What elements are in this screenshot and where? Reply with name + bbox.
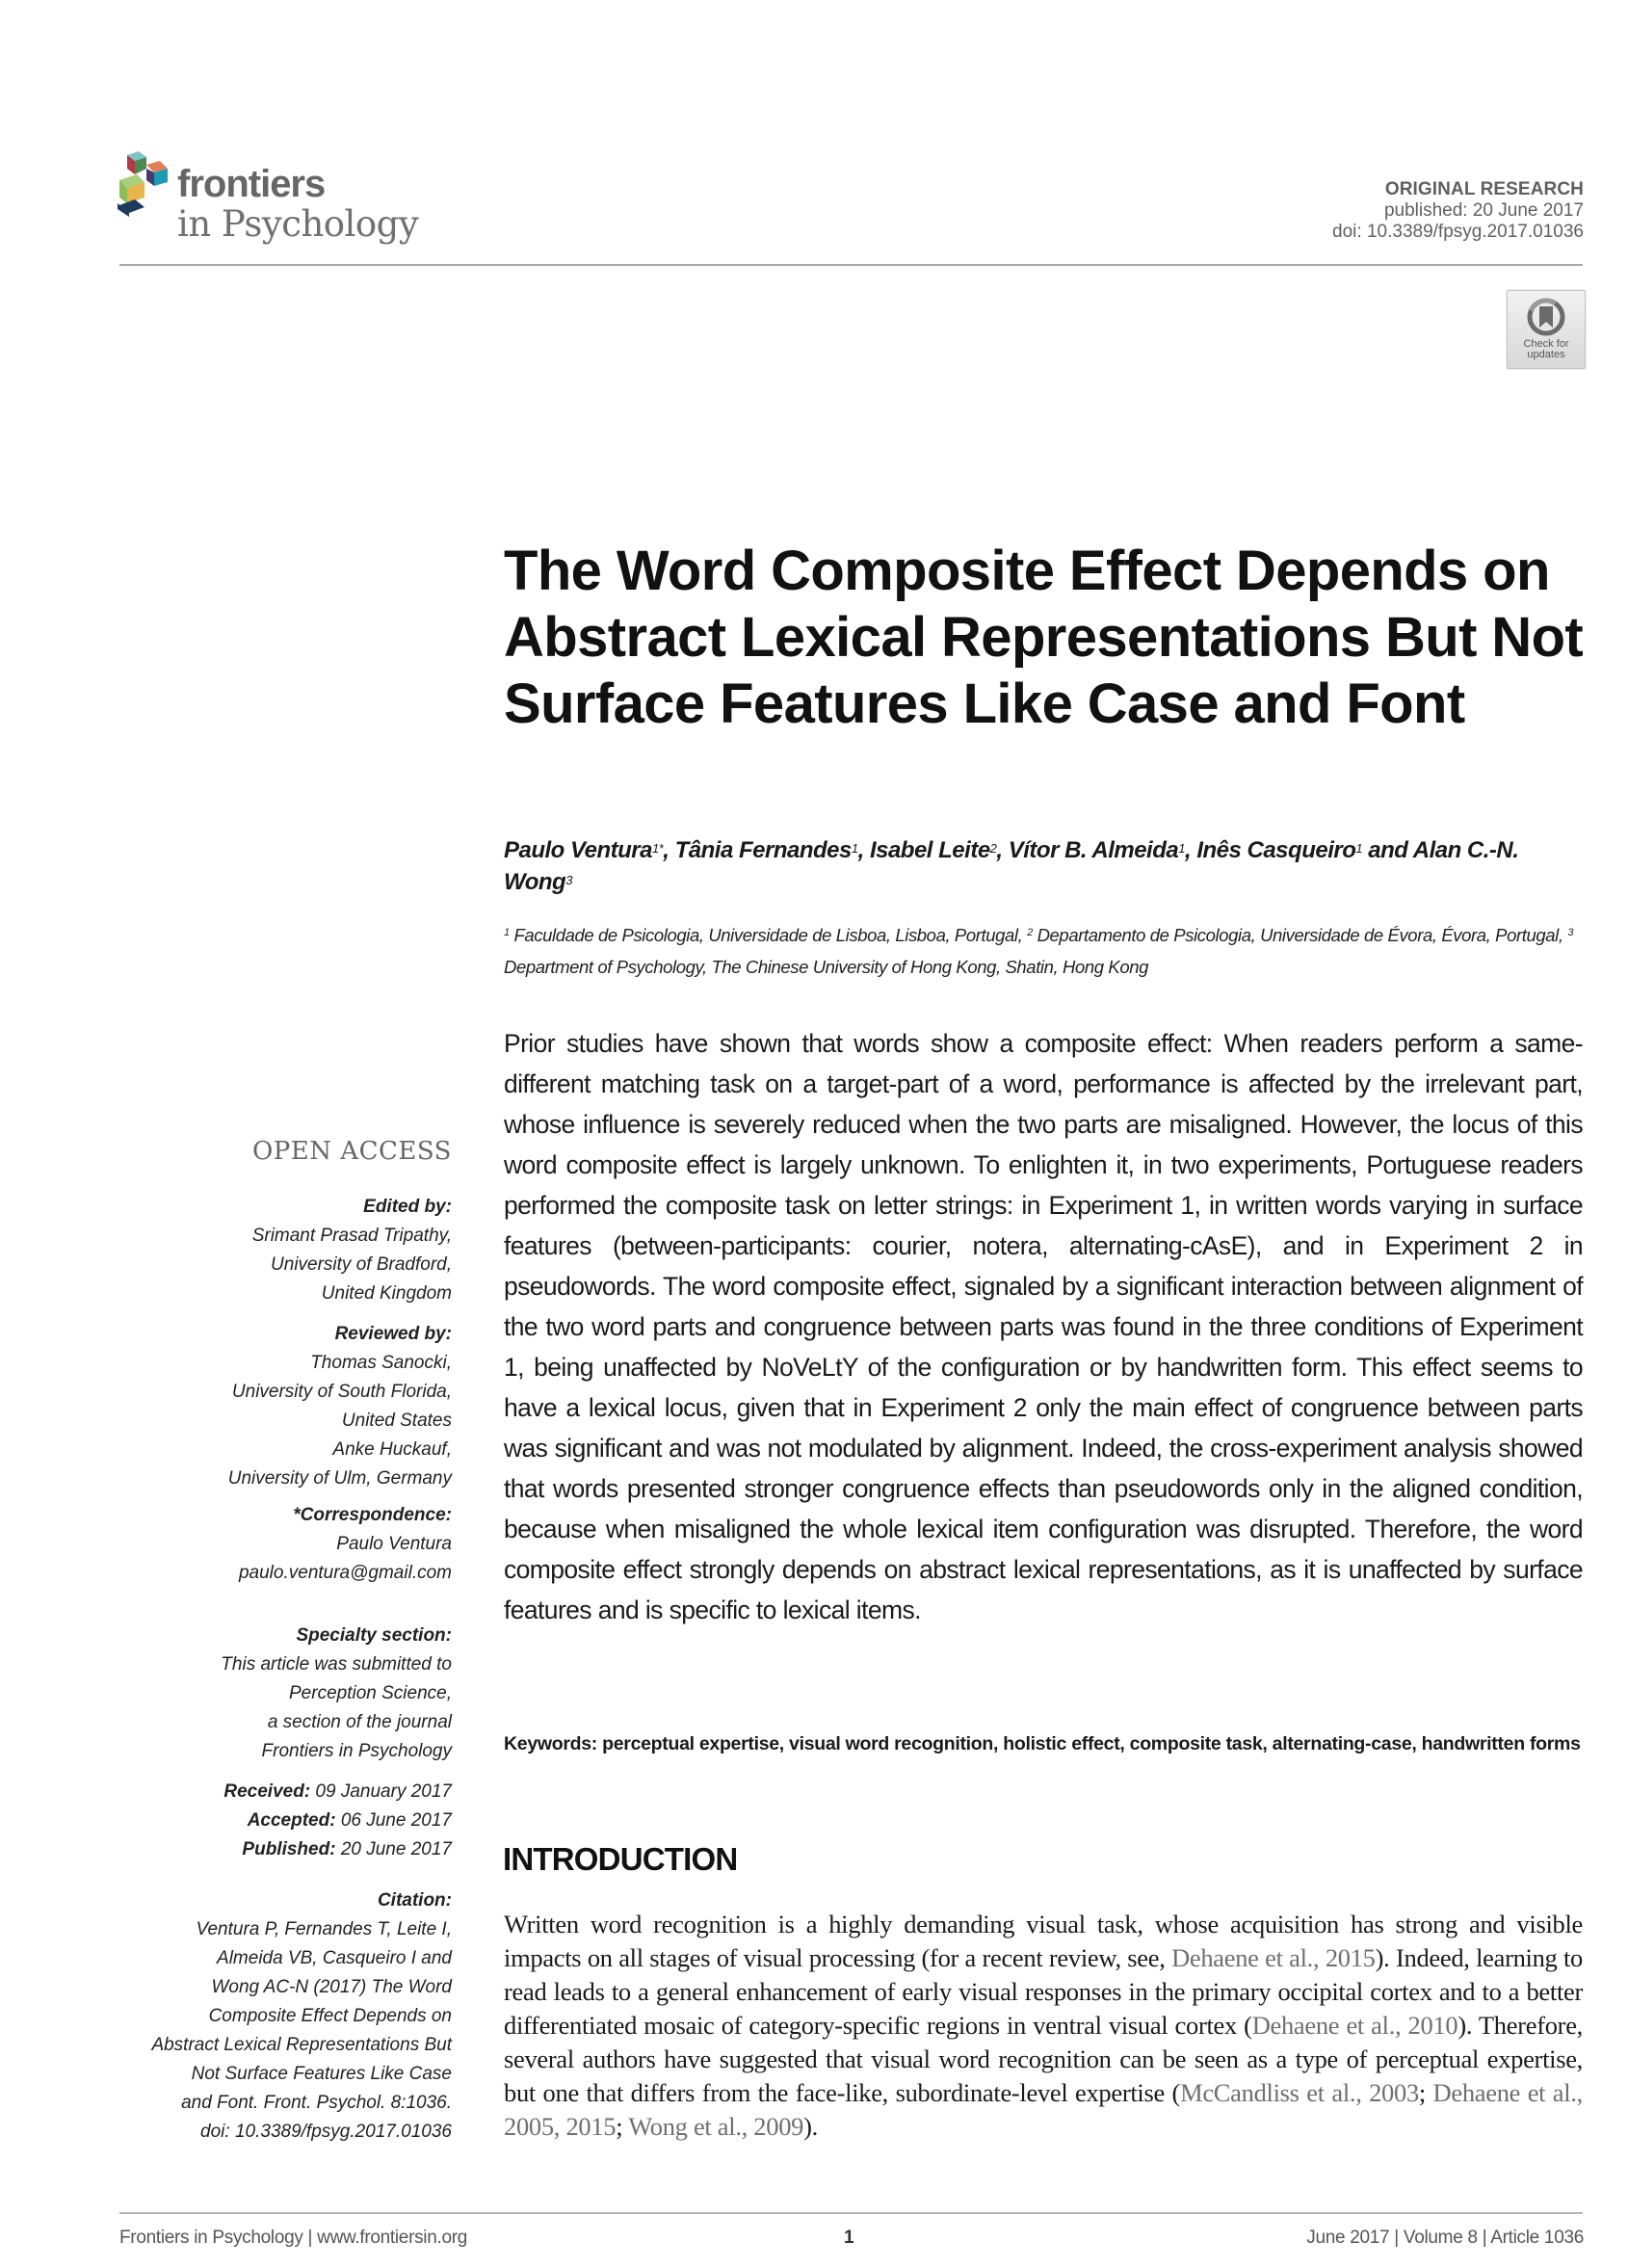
introduction-paragraph [504,1908,1583,2144]
published-value: 20 June 2017 [335,1839,452,1859]
header-doi[interactable]: doi: 10.3389/fpsyg.2017.01036 [1332,222,1584,242]
author-name: Alan C.-N. Wong [504,837,1519,895]
citation-line: Almeida VB, Casqueiro I and [217,1948,452,1968]
reviewed-by-block [228,1320,452,1493]
correspondence-name: Paulo Ventura [336,1534,452,1554]
citation-doi[interactable]: doi: 10.3389/fpsyg.2017.01036 [200,2122,452,2142]
author-affiliation-marker: 1 [1355,841,1363,856]
accepted-value: 06 June 2017 [335,1810,452,1831]
specialty-section-label: Specialty section: [296,1625,452,1646]
author-affiliation-marker: 3 [565,873,572,887]
check-for-updates-button[interactable] [1507,290,1586,369]
citation-link[interactable]: Dehaene et al., 2005, 2015 [504,2078,1583,2141]
intro-text: ). Therefore, several authors have suggested that visual word recognition can be seen as a type of perceptual expertise, but one that differs from the face-like, subordinate-level expertise ( [504,2011,1583,2107]
author-affiliation-marker: 1 [1178,841,1185,856]
citation-line: and Font. Front. Psychol. 8:1036. [181,2093,452,2113]
specialty-section-block [221,1622,452,1766]
section-heading-introduction: INTRODUCTION [503,1841,738,1877]
author-list: Paulo Ventura$^{1*}$, Tânia Fernandes$^1$, Isabel Leite$^2$, Vítor B. Almeida$^1$, Inês Casqueiro$^1$ and Alan C.-N. Wong$^3$ [504,837,1519,895]
reviewer-2-affiliation: University of Ulm, Germany [227,1468,452,1489]
author-affiliation-marker: 1* [651,841,664,856]
citation-link[interactable]: McCandliss et al., 2003 [1180,2078,1419,2107]
page-number: 1 [844,2228,854,2248]
keywords-list: perceptual expertise, visual word recognition, holistic effect, composite task, alternating-case, handwritten forms [602,1733,1581,1754]
editor-name: Srimant Prasad Tripathy, [251,1226,452,1246]
author-name: Vítor B. Almeida [1008,837,1179,863]
reviewer-1-affiliation: University of South Florida, [231,1382,452,1402]
footer-journal-link[interactable]: Frontiers in Psychology | www.frontiersin.org [119,2228,468,2248]
editor-country: United Kingdom [321,1283,452,1304]
affiliation-text: Faculdade de Psicologia, Universidade de Lisboa, Lisboa, Portugal, [509,925,1028,945]
specialty-line: This article was submitted to [221,1654,452,1675]
check-updates-line1: Check for [1523,338,1569,350]
affiliation-number: 1 [504,927,510,938]
reviewer-1-name: Thomas Sanocki, [310,1353,452,1373]
citation-line: Ventura P, Fernandes T, Leite I, [196,1919,452,1939]
received-label: Received: [223,1781,311,1802]
correspondence-label: *Correspondence: [293,1505,452,1525]
correspondence-email[interactable]: paulo.ventura@gmail.com [238,1563,452,1583]
citation-link[interactable]: Dehaene et al., 2010 [1251,2011,1458,2040]
author-name: Paulo Ventura [504,837,652,863]
published-date-sidebar [223,1835,452,1864]
intro-text: ). Indeed, learning to read leads to a general enhancement of early visual responses in the primary occipital cortex and to a better differentiated mosaic of category-specific regions in ventral visual cortex ( [504,1943,1584,2040]
specialty-line: a section of the journal [267,1712,452,1732]
intro-text: ; [616,2112,629,2141]
citation-line: Not Surface Features Like Case [191,2064,452,2084]
article-type: ORIGINAL RESEARCH [1384,179,1584,199]
article-title: The Word Composite Effect Depends on Abstract Lexical Representations But Not Surface Features Like Case and Font [504,540,1584,735]
logo-journal-name: in Psychology [177,203,419,245]
accepted-date [223,1806,452,1835]
correspondence-block [239,1501,452,1588]
bookmark-ring-icon [1526,297,1566,337]
affiliation-number: 3 [1567,927,1574,938]
specialty-line: Perception Science, [289,1683,452,1703]
accepted-label: Accepted: [247,1810,336,1831]
logo-frontiers-text: frontiers [177,163,326,205]
author-affiliation-marker: 2 [989,841,997,856]
dates-block [223,1778,452,1864]
affiliation-text: Departamento de Psicologia, Universidade de Évora, Évora, Portugal, [1032,925,1568,945]
affiliation-text: Department of Psychology, The Chinese University of Hong Kong, Shatin, Hong Kong [504,957,1148,977]
journal-logo[interactable] [118,151,445,257]
citation-link[interactable]: Dehaene et al., 2015 [1171,1943,1376,1972]
author-affiliation-marker: 1 [851,841,858,856]
edited-by-block [252,1193,452,1308]
received-date [223,1778,452,1806]
citation-line: Abstract Lexical Representations But [151,2035,452,2055]
abstract: Prior studies have shown that words show a composite effect: When readers perform a same-different matching task on a target-part of a word, performance is affected by the irrelevant part, whose influence is severely reduced when the two parts are misaligned. However, the locus of this word composite effect is largely unknown. To enlighten it, in two experiments, Portuguese readers performed the composite task on letter strings: in Experiment 1, in written words varying in surface features (between-participants: courier, notera, alternating-cAsE), and in Experiment 2 in pseudowords. The word composite effect, signaled by a significant interaction between alignment of the two word parts and congruence between parts was found in the three conditions of Experiment 1, being unaffected by NoVeLtY of the configuration or by handwritten form. This effect seems to have a lexical locus, given that in Experiment 2 only the main effect of congruence between parts was significant and was not modulated by alignment. Indeed, the cross-experiment analysis showed that words presented stronger congruence effects than pseudowords only in the aligned condition, because when misaligned the whole lexical item configuration was disrupted. Therefore, the word composite effect strongly depends on abstract lexical representations, as it is unaffected by surface features and is specific to lexical items. [504,1029,1583,1624]
author-name: Isabel Leite [869,837,990,863]
affiliation-number: 2 [1027,927,1033,938]
check-updates-line2: updates [1527,349,1565,360]
reviewer-1-country: United States [341,1411,452,1431]
citation-link[interactable]: Wong et al., 2009 [628,2112,804,2141]
affiliations [504,919,1592,983]
received-value: 09 January 2017 [310,1781,452,1802]
specialty-line: Frontiers in Psychology [261,1741,452,1761]
author-name: Tânia Fernandes [674,837,852,863]
keywords-label: Keywords: [504,1733,597,1754]
keywords [504,1731,1583,1757]
citation-line: Wong AC-N (2017) The Word [211,1977,452,1997]
reviewed-by-label: Reviewed by: [334,1324,452,1344]
open-access-label: OPEN ACCESS [251,1137,452,1166]
citation-line: Composite Effect Depends on [208,2006,452,2026]
citation-block [151,1886,452,2147]
edited-by-label: Edited by: [363,1197,452,1217]
intro-text: ; [1418,2078,1433,2107]
frontiers-cube-logo-icon [118,151,173,219]
article-meta [1332,179,1584,243]
published-date: published: 20 June 2017 [1383,200,1584,221]
citation-label: Citation: [377,1890,452,1911]
intro-text: Written word recognition is a highly demanding visual task, whose acquisition has strong and visible impacts on all stages of visual processing (for a recent review, see, [504,1910,1583,1972]
reviewer-2-name: Anke Huckauf, [332,1439,452,1460]
footer-divider [119,2212,1583,2214]
intro-text: ). [803,2112,818,2141]
editor-affiliation: University of Bradford, [271,1254,452,1275]
footer-issue-info: June 2017 | Volume 8 | Article 1036 [1306,2228,1584,2248]
header-divider [119,264,1583,266]
author-name: Inês Casqueiro [1196,837,1356,863]
published-label: Published: [242,1839,336,1859]
